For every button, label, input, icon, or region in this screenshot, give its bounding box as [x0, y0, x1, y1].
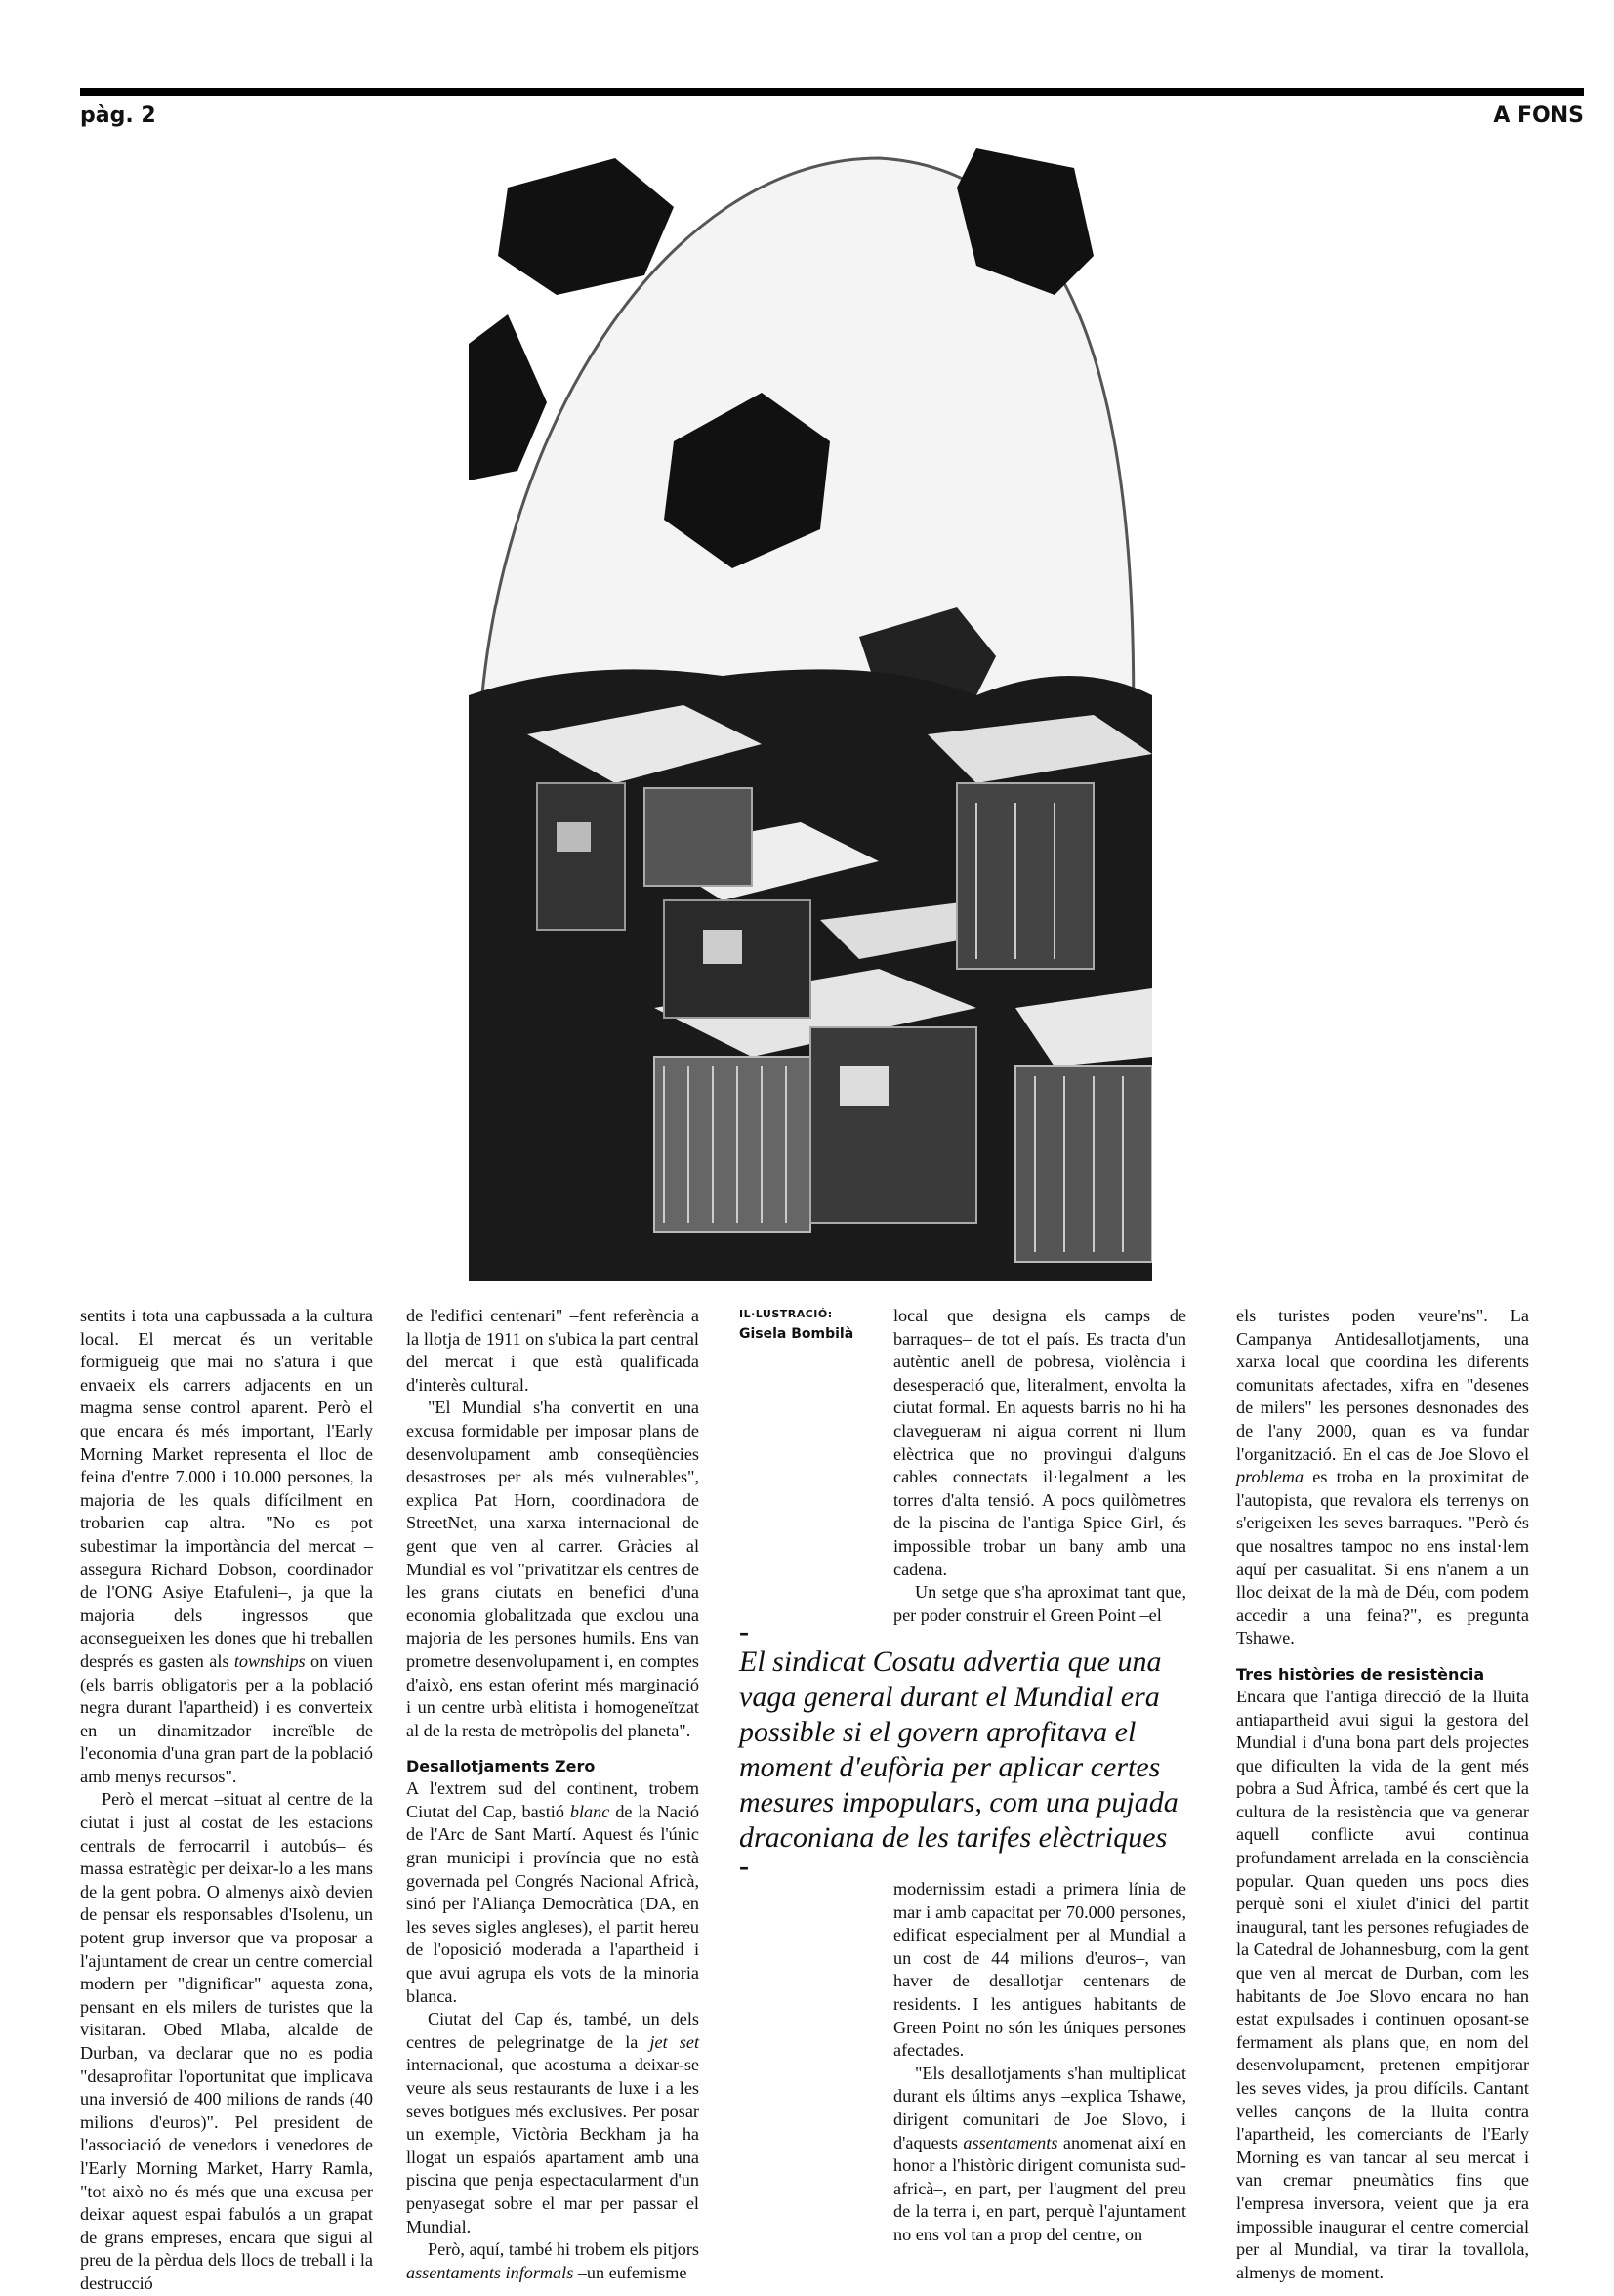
illustration-credit: [739, 1305, 866, 1344]
subheading: Desallotjaments Zero: [406, 1757, 596, 1776]
emphasis: assentaments: [963, 2132, 1058, 2152]
emphasis: problema: [1236, 1467, 1304, 1487]
shanty-houses: [469, 669, 1152, 1281]
football-shantytown-illustration: [469, 148, 1152, 1281]
paragraph: –un eufemisme: [577, 2262, 687, 2282]
paragraph: sentits i tota una capbussada a la cultura local. El mercat és un veritable formigueig que mai no s'atura i que envaeix els carrers adjacents en un magma sense control aparent. Però el que encara és més important, l'Early Morning Market representa el lloc de feina d'entre 7.000 i 10.000 persones, la majoria de les quals difícilment en trobarien cap altra. "No es pot subestimar la importància del mercat –assegura Richard Dobson, coordinador de l'ONG Asiye Etafuleni–, ja que la majoria dels ingressos que aconsegueixen les dones que hi treballen després es gasten als: [80, 1306, 373, 1671]
paragraph: internacional, que acostuma a deixar-se veure als seus restaurants de luxe i a les seves botigues més exclusives. Per posar un exemple, Victòria Beckham ja ha llogat un espaiós apartament amb una piscina que penja espectacularment d'un penyasegat sobre el mar per passar el Mundial.: [406, 2055, 699, 2236]
pull-quote: [739, 1623, 1198, 1877]
paragraph: Ciutat del Cap és, també, un dels centres de pelegrinatge de la: [406, 2009, 699, 2052]
paragraph: els turistes poden veure'ns". La Campanya Antidesallotjaments, una xarxa local que coordina les diferents comunitats afectades, xifra en "desenes de milers" les persones desnonades des de l'any 2000, quan es va fundar l'organització. En el cas de Joe Slovo el: [1236, 1306, 1529, 1464]
page-number: pàg. 2: [80, 104, 156, 128]
paragraph: modernissim estadi a primera línia de mar i amb capacitat per 70.000 persones, edificat especialment per al Mundial a un cost de 44 milions d'euros–, van haver de desallotjar centenars de residents. I les antigues habitants de Green Point no són les úniques persones afectades.: [893, 1879, 1186, 2061]
paragraph: Encara que l'antiga direcció de la lluita antiapartheid avui sigui la gestora del Mundial i d'una bona part dels projectes que dificulten la vida de la gent més pobra a Sud Àfrica, també és cert que la cultura de la resistència que va generar aquell conflicte avui continua profundament arrelada en la consciència popular. Quan queden uns pocs dies perquè soni el xiulet d'inici del partit inaugural, tant les persones refugiades de la Catedral de Johannesburg, com la gent que ven al mercat de Durban, com les habitants de Joe Slovo encara no han estat expulsades i continuen oposant-se fermament als plans que, en nom del desenvolupament, pretenen empitjorar les seves vides, ja prou difícils. Cantant velles cançons de la lluita contra l'apartheid, les comerciants de l'Early Morning es van tancar al seu mercat i van cremar pneumàtics fins que l'empresa inversora, veient que ja era impossible inaugurar el centre comercial per al Mundial, va tirar la tovallola, almenys de moment.: [1236, 1686, 1529, 2282]
paragraph: "El Mundial s'ha convertit en una excusa formidable per imposar plans de desenvolupament amb conseqüències desastroses per als més vulnerables", explica Pat Horn, coordinadora de StreetNet, una xarxa internacional de gent que ven al carrer. Gràcies al Mundial es vol "privatitzar els centres de les grans ciutats en benefici d'una economia globalitzada que exclou una majoria de les persones humils. Ens van prometre desenvolupament i, en comptes d'això, ens estan oferint més marginació i un centre urbà elitista i homogeneïtzat al de la resta de metròpolis del planeta".: [406, 1398, 699, 1740]
article-column-1: [80, 1305, 373, 2296]
paragraph: Un setge que s'ha aproximat tant que, per poder construir el Green Point –el: [893, 1582, 1186, 1625]
emphasis: assentaments informals: [406, 2262, 574, 2282]
pull-quote-dash: –: [739, 1856, 749, 1879]
paragraph: A l'extrem sud del continent, trobem Ciutat del Cap, bastió: [406, 1778, 699, 1821]
section-name: A FONS: [1493, 104, 1584, 128]
emphasis: blanc: [569, 1801, 610, 1821]
paragraph: Però el mercat –situat al centre de la ciutat i just al costat de les estacions centrals de ferrocarril i autobús– és massa estratègic per deixar-lo a les mans de la gent pobra. O almenys això devien de pensar els responsables d'Isolenu, un potent grup inversor que va proposar a l'ajuntament de crear un centre comercial modern per "dignificar" aquesta zona, pensant en els milers de turistes que la visitaran. Obed Mlaba, alcalde de Durban, va declarar que no es podia "desaprofitar l'oportunitat que implicava una inversió de 400 milions de rands (40 milions d'euros)". Pel president de l'associació de venedors i venedores de l'Early Morning Market, Harry Ramla, "tot això no és més que una excusa per deixar aquest espai fabulós a un grapat de grans empreses, encara que sigui al preu de la pèrdua dels llocs de treball i la destrucció: [80, 1789, 373, 2293]
paragraph: de l'edifici centenari" –fent referència a la llotja de 1911 on s'ubica la part central del mercat i que està qualificada d'interès cultural.: [406, 1306, 699, 1395]
credit-label: IL·LUSTRACIÓ:: [739, 1308, 833, 1320]
paragraph: de la Nació de l'Arc de Sant Martí. Aquest és l'únic gran municipi i província que no està governada pel Congrés Nacional Africà, sinó per l'Aliança Democràtica (DA, en les seves sigles angleses), el partit hereu de l'oposició moderada a l'apartheid i que avui agrupa els vots de la minoria blanca.: [406, 1801, 699, 2006]
paragraph: es troba en la proximitat de l'autopista, que revalora els terrenys on s'erigeixen les seves barraques. "Però és que nosaltres tampoc no ens instal·lem aquí per casualitat. Si ens n'anem a un lloc deixat de la mà de Déu, com podem accedir a una feina?", es pregunta Tshawe.: [1236, 1467, 1529, 1649]
paragraph: on viuen (els barris obligatoris per a la població negra durant l'apartheid) i es converteix en un dinamitzador increïble de l'economia d'una gran part de la població amb menys recursos".: [80, 1650, 373, 1786]
emphasis: jet set: [649, 2031, 700, 2052]
pull-quote-dash: –: [739, 1621, 749, 1645]
paragraph: Però, aquí, també hi trobem els pitjors: [428, 2239, 699, 2260]
emphasis: townships: [233, 1650, 306, 1671]
credit-name: Gisela Bombilà: [739, 1326, 854, 1342]
top-rule: [80, 88, 1584, 96]
article-column-4: [893, 1305, 1186, 1627]
paragraph: "Els desallotjaments s'han multiplicat durant els últims anys –explica Tshawe, dirigent comunitari de Joe Slovo, i d'aquests: [893, 2063, 1186, 2152]
pull-quote-text: El sindicat Cosatu advertia que una vaga general durant el Mundial era possible si el govern aprofitava el moment d'eufòria per aplicar certes mesures impopulars, com una pujada draconiana de les tarifes elèctriques: [739, 1646, 1179, 1854]
article-column-4-continued: [893, 1878, 1186, 2247]
paragraph: local que designa els camps de barraques– de tot el país. Es tracta d'un autèntic anell de pobresa, violència i desesperació que, literalment, envolta la ciutat formal. En aquests barris no hi ha claveguerам ni aigua corrent ni llum elèctrica que no provingui d'alguns cables connectats il·legalment a les torres d'alta tensió. A pocs quilòmetres de la piscina de l'antiga Spice Girl, és impossible trobar un bany amb una cadena.: [893, 1306, 1186, 1579]
article-column-5: [1236, 1305, 1529, 2284]
subheading: Tres històries de resistència: [1236, 1664, 1485, 1684]
paragraph: anomenat així en honor a l'històric dirigent comunista sud-africà–, en part, per l'augment del preu de la terra i, en part, perquè l'ajuntament no ens vol tan a prop del centre, on: [893, 2132, 1186, 2244]
article-column-2: [406, 1305, 699, 2284]
